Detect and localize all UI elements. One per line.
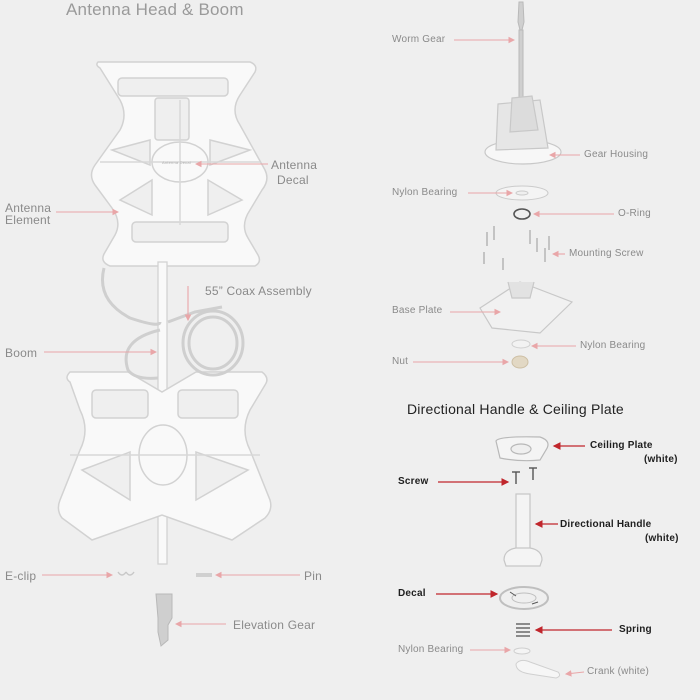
label-mounting-screw: Mounting Screw bbox=[569, 248, 644, 259]
screws bbox=[512, 468, 537, 484]
e-clip bbox=[118, 572, 134, 575]
section-title-antenna-head: Antenna Head & Boom bbox=[66, 0, 244, 19]
spring bbox=[516, 624, 530, 636]
nylon-bearing-3 bbox=[514, 648, 530, 654]
label-spring: Spring bbox=[619, 624, 652, 635]
label-pin: Pin bbox=[304, 569, 322, 583]
worm-gear bbox=[518, 2, 524, 98]
antenna-element-lower bbox=[58, 372, 270, 540]
label-decal: Decal bbox=[398, 588, 426, 599]
label-directional-handle-1: Directional Handle bbox=[560, 519, 652, 530]
label-nut: Nut bbox=[392, 356, 409, 367]
label-eclip: E-clip bbox=[5, 569, 37, 583]
ceiling-plate bbox=[496, 437, 548, 461]
decal-ring bbox=[500, 587, 548, 609]
o-ring bbox=[514, 209, 530, 219]
mounting-screws bbox=[484, 226, 549, 270]
elevation-gear bbox=[156, 594, 172, 646]
label-ceiling-plate-1: Ceiling Plate bbox=[590, 440, 653, 451]
label-crank: Crank (white) bbox=[587, 666, 650, 677]
label-boom: Boom bbox=[5, 346, 38, 360]
label-ceiling-plate-2: (white) bbox=[644, 454, 678, 465]
label-worm-gear: Worm Gear bbox=[392, 34, 446, 45]
label-base-plate: Base Plate bbox=[392, 305, 443, 316]
nylon-bearing-2 bbox=[512, 340, 530, 348]
label-nylon-bearing-3: Nylon Bearing bbox=[398, 644, 464, 655]
label-o-ring: O-Ring bbox=[618, 208, 651, 219]
label-gear-housing: Gear Housing bbox=[584, 149, 649, 160]
section-title-directional-handle: Directional Handle & Ceiling Plate bbox=[407, 401, 624, 417]
label-coax: 55” Coax Assembly bbox=[205, 284, 312, 298]
base-plate bbox=[480, 282, 572, 333]
nut bbox=[512, 356, 528, 368]
pin bbox=[196, 573, 212, 577]
label-antenna-decal-2: Decal bbox=[277, 173, 309, 187]
label-antenna-decal-1: Antenna bbox=[271, 158, 318, 172]
crank bbox=[516, 660, 560, 678]
decal-print: Antenna Decal bbox=[162, 160, 191, 165]
directional-handle bbox=[504, 494, 542, 566]
label-elevation-gear: Elevation Gear bbox=[233, 618, 316, 632]
label-nylon-bearing-1: Nylon Bearing bbox=[392, 187, 458, 198]
label-antenna-element-2: Element bbox=[5, 213, 51, 227]
label-nylon-bearing-2: Nylon Bearing bbox=[580, 340, 646, 351]
label-directional-handle-2: (white) bbox=[645, 533, 679, 544]
gear-housing bbox=[485, 96, 561, 164]
label-antenna-element-1: Antenna bbox=[5, 201, 52, 215]
label-screw: Screw bbox=[398, 476, 429, 487]
